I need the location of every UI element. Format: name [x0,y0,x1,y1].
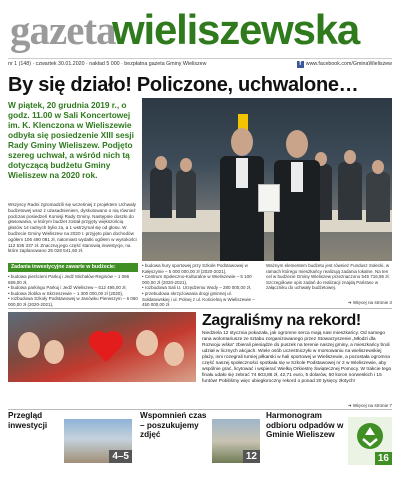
teaser-image [348,417,392,465]
investment-list-left [8,274,138,308]
list-item: • rozbudowa Szkoły Podstawowej w Janówku Pierwszym – 6 060 000,00 zł (2020-2021), [8,296,138,307]
section-divider [8,308,392,309]
investment-list-right [142,263,260,308]
list-item: • budowa parkingu Parkuj i Jedź Wieliszew – 512 495,00 zł, [8,285,127,291]
council-photo [142,98,392,261]
wosp-heart-icon [92,334,120,362]
list-item: • budowa żłobka w Skrzeszewie – 1 300 000,00 zł (2020), [8,290,124,296]
more-link-page-3[interactable]: ➔ Więcej na stronie 3 [347,300,392,305]
list-item: • budowa hury sportowej przy Szkole Podstawowej w Kałęszynie – 5 000 000,00 zł (2020-2021), [142,263,248,274]
wosp-photo [8,312,196,382]
list-item: • budowa pierścieni Parkuj i Jedź Michałów-Reginów – 1 086 659,00 zł, [8,274,130,285]
second-body: Niedziela 12 stycznia pokazała, jak ogromne serca mają nasi mieszkańcy. Od samego rana wolontariusze ze sztabu zorganizowanego przez Stowarzyszenie „Młodzi dla Rozwoju wśka” zbierali pieniądze do puszek na terenie naszej gminy, a mieszkańcy bruli udział w licznych akcjach. Wiele osób uczestniczyło w morsowaniu na wieliszewskiej plaży, inni rozegrali turniej piłkarski w hali sportowej w Wieliszewie, a pozostała ogromna część naszej społeczności spotkała się w Szkole Podstawowej nr 2 w Wieliszewie, aby wspólnie grać, licytować i wspierać Wielką Orkiestrę Świątecznej Pomocy. W trakcie tego finału udało się zebrać 74 603,86 zł, 42,71 euro, 5 dolarów, 50 koron norweskich i 15 funtów! Pobiliśmy więc ubiegłoroczny rekord o ponad 20 tysięcy złotych! [202,331,392,384]
list-item: • rozbudowa Sali U. Urzędzeniu Wody – 280 000,00 zł, [142,285,252,291]
issue-info-bar [8,58,392,69]
second-headline: Zagraliśmy na rekord! [202,312,361,329]
list-item: • Centrum Społeczno-Kulturalne w Wieliszewie – 5 100 000,00 zł (2020-2021), [142,274,252,285]
facebook-link[interactable]: www.facebook.com/GminaWieliszew [305,61,392,67]
section-divider [8,409,392,410]
masthead [8,6,392,68]
list-item: • przebudowa skrzyżowania drogi gminnej ul. Sołdatowskiej i ul. Polnej z ul. Kościelną w Wieliszewie – 450 000,00 zł. [142,290,255,308]
main-body: Wszyscy Radni zgromadzili się wcześniej z projektem Uchwały budżetowej wraz z uzasadnieniem, dyskutowano o nią również podczas posiedzeń Komisji Rady Gminy. Następnie doszło do głosowania, w którym budżet został przyjęty większością głosów 14 radnych byłio za, a 1 wstrzymał się od głosu. W budżecie Gminy Wieliszew na 2020 r. przyjęto plan dochodów ogółem 106 490 081 zł, natomiast wydatki ogółem w wysokości 112 535 337 zł. Znaczną jego część stanowią inwestycje, na które zaplanowano 25 028 541,60 zł. [8,202,137,254]
fund-paragraph: Ważnym elementem budżetu jest również Fundusz Sołecki, w ramach którego mieszkańcy realizują zadania lokalne. Na ten cel w budżecie Gminy Wieliszew przeznaczono 545 716,95 zł. Szczegółowe opis zadań do realizacji znajdą Państwo w załączniku do uchwały budżetowej. [266,263,390,291]
main-lead: W piątek, 20 grudnia 2019 r., o godz. 11.00 w Sali Koncertowej im. K. Klenczona w Wieliszewie odbyła się posiedzenie XIII sesji Rady Gminy Wieliszew. Podjęto szereg uchwał, a wśród nich tą dotyczącą budżetu Gminy Wieliszew na 2020 rok. [8,100,134,180]
brand-wieliszewska: wieliszewska [112,6,360,53]
teaser-title: Wspomnień czas – poszukujemy zdjęć [140,411,207,439]
teaser-photos[interactable] [140,411,260,475]
teaser-pages: 4–5 [109,450,132,463]
teaser-pages: 16 [375,452,392,465]
teaser-title: Przegląd inwestycji [8,411,48,430]
teaser-pages: 12 [243,450,260,463]
main-headline: By się działo! Policzone, uchwalone… [8,74,359,96]
teaser-title: Harmonogram odbioru odpadów w Gminie Wieliszew [266,411,344,439]
facebook-icon: f [297,61,304,68]
document-image [258,184,280,212]
teaser-image [64,419,132,463]
issue-info: nr 1 (148) · czwartek 30.01.2020 · nakład 5 000 · bezpłatna gazeta Gminy Wieliszew [8,61,207,67]
brand-gazeta: gazeta [10,7,116,53]
teaser-investments[interactable] [8,411,132,475]
teaser-image [212,419,260,463]
recycle-icon [355,421,385,451]
more-link-page-7[interactable]: ➔ Więcej na stronie 7 [347,403,392,408]
investment-box-title: Zadania inwestycyjne zawarte w budżecie: [8,263,138,272]
teaser-waste[interactable] [266,411,392,475]
